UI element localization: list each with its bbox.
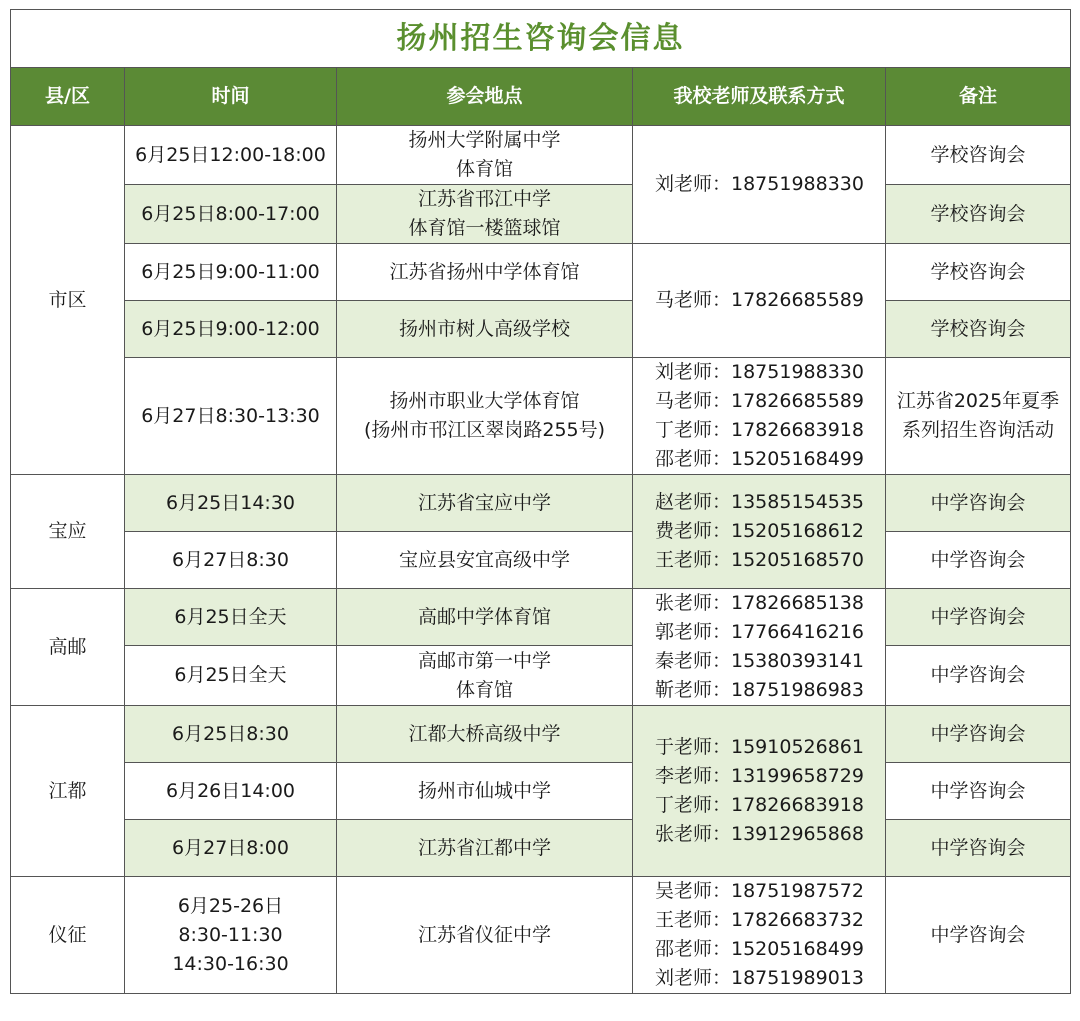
table-row	[11, 706, 1071, 763]
table-row	[11, 589, 1071, 646]
contact-line: 于老师：15910526861	[655, 736, 864, 758]
contact-line: 王老师：17826683732	[655, 909, 864, 931]
place-line: 江苏省邗江中学	[417, 188, 551, 210]
contact-cell	[633, 589, 886, 706]
contact-line: 刘老师：18751989013	[655, 967, 864, 989]
place-cell	[337, 126, 633, 185]
district-cell: 市区	[11, 126, 125, 475]
contact-line: 吴老师：18751987572	[655, 880, 864, 902]
time-cell: 6月25日14:30	[125, 475, 337, 532]
place-line: 体育馆一楼篮球馆	[408, 217, 561, 239]
time-cell: 6月25日12:00-18:00	[125, 126, 337, 185]
time-cell: 6月27日8:00	[125, 820, 337, 877]
note-line: 系列招生咨询活动	[902, 419, 1055, 441]
place-cell	[337, 646, 633, 706]
district-cell: 宝应	[11, 475, 125, 589]
note-cell: 中学咨询会	[886, 532, 1071, 589]
time-cell: 6月26日14:00	[125, 763, 337, 820]
contact-cell	[633, 358, 886, 475]
table-row	[11, 185, 1071, 244]
place-cell	[337, 185, 633, 244]
contact-line: 马老师：17826685589	[655, 289, 864, 311]
table-row	[11, 244, 1071, 301]
contact-line: 费老师：15205168612	[655, 520, 864, 542]
contact-line: 邵老师：15205168499	[655, 448, 864, 470]
table-row	[11, 301, 1071, 358]
contact-cell	[633, 877, 886, 994]
district-cell: 仪征	[11, 877, 125, 994]
place-cell	[337, 358, 633, 475]
place-cell: 宝应县安宜高级中学	[337, 532, 633, 589]
time-line: 14:30-16:30	[172, 952, 289, 975]
time-cell: 6月25日全天	[125, 646, 337, 706]
table-row	[11, 532, 1071, 589]
contact-line: 刘老师：18751988330	[655, 361, 864, 383]
contact-line: 李老师：13199658729	[655, 765, 864, 787]
header-row	[11, 68, 1071, 126]
time-line: 6月25-26日	[177, 894, 284, 917]
contact-line: 张老师：13912965868	[655, 823, 864, 845]
note-cell: 中学咨询会	[886, 763, 1071, 820]
table-row	[11, 877, 1071, 994]
info-table	[10, 9, 1071, 994]
place-cell: 高邮中学体育馆	[337, 589, 633, 646]
header-place: 参会地点	[337, 68, 633, 126]
note-cell: 学校咨询会	[886, 244, 1071, 301]
time-cell: 6月25日8:00-17:00	[125, 185, 337, 244]
district-cell: 江都	[11, 706, 125, 877]
contact-cell	[633, 126, 886, 244]
district-cell: 高邮	[11, 589, 125, 706]
place-cell: 江苏省扬州中学体育馆	[337, 244, 633, 301]
contact-line: 丁老师：17826683918	[655, 419, 864, 441]
time-cell: 6月25日全天	[125, 589, 337, 646]
contact-cell	[633, 475, 886, 589]
note-cell: 学校咨询会	[886, 301, 1071, 358]
contact-line: 马老师：17826685589	[655, 390, 864, 412]
table-title: 扬州招生咨询会信息	[11, 10, 1071, 68]
place-cell: 江苏省仪征中学	[337, 877, 633, 994]
time-cell: 6月25日9:00-12:00	[125, 301, 337, 358]
time-cell: 6月25日8:30	[125, 706, 337, 763]
table-row	[11, 475, 1071, 532]
contact-cell	[633, 706, 886, 877]
note-cell: 中学咨询会	[886, 589, 1071, 646]
place-line: 体育馆	[455, 158, 513, 180]
time-cell: 6月27日8:30	[125, 532, 337, 589]
note-cell: 中学咨询会	[886, 706, 1071, 763]
note-line: 江苏省2025年夏季	[896, 390, 1060, 412]
contact-line: 赵老师：13585154535	[655, 491, 864, 513]
note-cell: 中学咨询会	[886, 877, 1071, 994]
place-line: (扬州市邗江区翠岗路255号)	[363, 419, 606, 441]
contact-line: 靳老师：18751986983	[655, 679, 864, 701]
note-cell: 学校咨询会	[886, 185, 1071, 244]
table-row	[11, 126, 1071, 185]
header-note: 备注	[886, 68, 1071, 126]
note-cell	[886, 358, 1071, 475]
time-line: 8:30-11:30	[178, 923, 283, 946]
place-cell: 江苏省宝应中学	[337, 475, 633, 532]
header-district: 县/区	[11, 68, 125, 126]
info-table-container	[10, 9, 1070, 994]
contact-line: 刘老师：18751988330	[655, 173, 864, 195]
header-contact: 我校老师及联系方式	[633, 68, 886, 126]
contact-line: 郭老师：17766416216	[655, 621, 864, 643]
header-time: 时间	[125, 68, 337, 126]
time-cell: 6月27日8:30-13:30	[125, 358, 337, 475]
time-cell	[125, 877, 337, 994]
place-line: 体育馆	[455, 678, 513, 701]
contact-line: 王老师：15205168570	[655, 549, 864, 571]
place-line: 高邮市第一中学	[417, 649, 551, 672]
note-cell: 中学咨询会	[886, 475, 1071, 532]
note-cell: 中学咨询会	[886, 820, 1071, 877]
table-row	[11, 358, 1071, 475]
place-cell: 江都大桥高级中学	[337, 706, 633, 763]
note-cell: 中学咨询会	[886, 646, 1071, 706]
table-row	[11, 646, 1071, 706]
table-row	[11, 820, 1071, 877]
table-row	[11, 763, 1071, 820]
note-cell: 学校咨询会	[886, 126, 1071, 185]
place-line: 扬州市职业大学体育馆	[389, 390, 580, 412]
contact-line: 秦老师：15380393141	[655, 650, 864, 672]
contact-cell	[633, 244, 886, 358]
contact-line: 张老师：17826685138	[655, 592, 864, 614]
place-cell: 扬州市仙城中学	[337, 763, 633, 820]
place-line: 扬州大学附属中学	[408, 129, 561, 151]
contact-line: 邵老师：15205168499	[655, 938, 864, 960]
time-cell: 6月25日9:00-11:00	[125, 244, 337, 301]
place-cell: 扬州市树人高级学校	[337, 301, 633, 358]
contact-line: 丁老师：17826683918	[655, 794, 864, 816]
place-cell: 江苏省江都中学	[337, 820, 633, 877]
